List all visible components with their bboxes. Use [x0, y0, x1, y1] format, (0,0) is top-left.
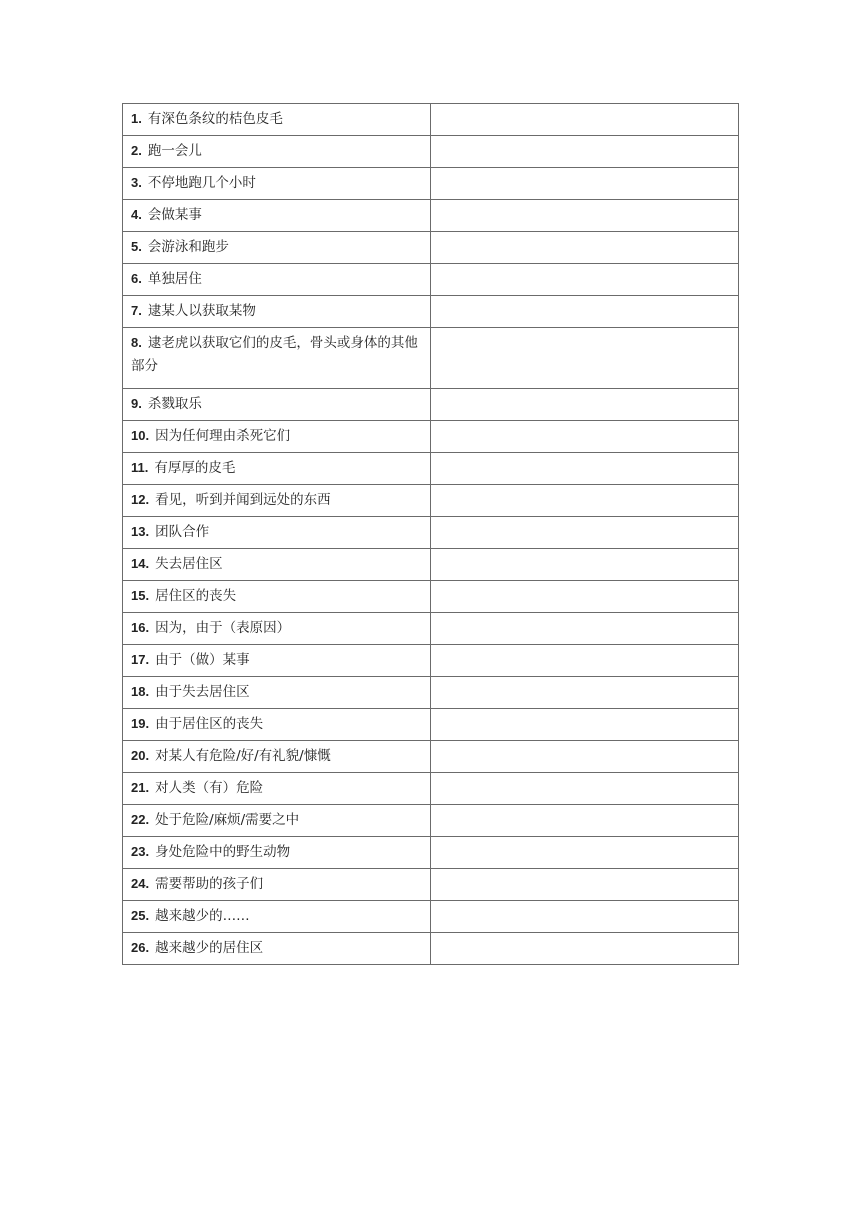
answer-cell[interactable] [431, 389, 739, 421]
vocabulary-table [122, 103, 739, 965]
prompt-cell [123, 773, 431, 805]
answer-cell[interactable] [431, 136, 739, 168]
table-row [123, 485, 739, 517]
item-number: 21. [131, 780, 150, 795]
prompt-cell [123, 200, 431, 232]
answer-cell[interactable] [431, 933, 739, 965]
prompt-cell [123, 421, 431, 453]
item-text: 看见，听到并闻到远处的东西 [155, 492, 331, 508]
item-text: 失去居住区 [155, 556, 223, 572]
item-number: 5. [131, 239, 142, 254]
prompt-cell [123, 517, 431, 549]
item-number: 20. [131, 748, 150, 763]
item-text: 居住区的丧失 [155, 588, 237, 604]
vocabulary-table-body [123, 104, 739, 965]
item-number: 23. [131, 844, 150, 859]
item-text: 跑一会儿 [147, 143, 202, 159]
answer-cell[interactable] [431, 485, 739, 517]
table-row [123, 389, 739, 421]
item-text: 需要帮助的孩子们 [155, 876, 264, 892]
item-text: 由于失去居住区 [155, 684, 250, 700]
item-text: 逮老虎以获取它们的皮毛，骨头或身体的其他部分 [131, 335, 418, 374]
item-text: 由于居住区的丧失 [155, 716, 264, 732]
prompt-cell [123, 741, 431, 773]
item-number: 10. [131, 428, 150, 443]
item-text: 由于（做）某事 [155, 652, 250, 668]
item-text: 越来越少的居住区 [155, 940, 264, 956]
answer-cell[interactable] [431, 104, 739, 136]
prompt-cell [123, 837, 431, 869]
prompt-cell [123, 104, 431, 136]
item-number: 16. [131, 620, 150, 635]
answer-cell[interactable] [431, 328, 739, 389]
prompt-cell [123, 296, 431, 328]
item-number: 13. [131, 524, 150, 539]
prompt-cell [123, 613, 431, 645]
prompt-cell [123, 549, 431, 581]
answer-cell[interactable] [431, 200, 739, 232]
table-row [123, 232, 739, 264]
answer-cell[interactable] [431, 741, 739, 773]
table-row [123, 264, 739, 296]
table-row [123, 837, 739, 869]
answer-cell[interactable] [431, 677, 739, 709]
item-number: 7. [131, 303, 142, 318]
table-row [123, 296, 739, 328]
item-number: 9. [131, 396, 142, 411]
table-row [123, 549, 739, 581]
item-number: 26. [131, 940, 150, 955]
item-number: 17. [131, 652, 150, 667]
answer-cell[interactable] [431, 453, 739, 485]
table-row [123, 200, 739, 232]
item-text: 对某人有危险/好/有礼貌/慷慨 [155, 748, 331, 764]
answer-cell[interactable] [431, 581, 739, 613]
item-text: 团队合作 [155, 524, 210, 540]
table-row [123, 677, 739, 709]
item-number: 15. [131, 588, 150, 603]
table-row [123, 869, 739, 901]
answer-cell[interactable] [431, 264, 739, 296]
item-number: 8. [131, 335, 142, 350]
answer-cell[interactable] [431, 645, 739, 677]
prompt-cell [123, 485, 431, 517]
item-text: 越来越少的…… [155, 908, 250, 924]
answer-cell[interactable] [431, 421, 739, 453]
item-number: 12. [131, 492, 150, 507]
prompt-cell [123, 645, 431, 677]
item-number: 18. [131, 684, 150, 699]
answer-cell[interactable] [431, 613, 739, 645]
item-number: 4. [131, 207, 142, 222]
table-row [123, 805, 739, 837]
table-row [123, 741, 739, 773]
item-number: 22. [131, 812, 150, 827]
prompt-cell [123, 264, 431, 296]
table-row [123, 581, 739, 613]
item-text: 有深色条纹的桔色皮毛 [147, 111, 283, 127]
prompt-cell [123, 933, 431, 965]
prompt-cell [123, 581, 431, 613]
prompt-cell [123, 136, 431, 168]
item-text: 不停地跑几个小时 [147, 175, 256, 191]
answer-cell[interactable] [431, 869, 739, 901]
prompt-cell [123, 453, 431, 485]
item-number: 11. [131, 460, 149, 475]
item-number: 6. [131, 271, 142, 286]
item-text: 杀戮取乐 [147, 396, 202, 412]
item-number: 14. [131, 556, 150, 571]
table-row [123, 709, 739, 741]
item-text: 身处危险中的野生动物 [155, 844, 291, 860]
item-number: 19. [131, 716, 150, 731]
item-text: 因为，由于（表原因） [155, 620, 291, 636]
item-text: 逮某人以获取某物 [147, 303, 256, 319]
table-row [123, 933, 739, 965]
item-text: 会游泳和跑步 [147, 239, 229, 255]
item-number: 25. [131, 908, 150, 923]
prompt-cell [123, 328, 431, 389]
item-text: 有厚厚的皮毛 [154, 460, 236, 476]
table-row [123, 104, 739, 136]
answer-cell[interactable] [431, 901, 739, 933]
table-row [123, 773, 739, 805]
answer-cell[interactable] [431, 517, 739, 549]
table-row [123, 901, 739, 933]
answer-cell[interactable] [431, 837, 739, 869]
answer-cell[interactable] [431, 709, 739, 741]
table-row [123, 136, 739, 168]
table-row [123, 328, 739, 389]
prompt-cell [123, 168, 431, 200]
prompt-cell [123, 677, 431, 709]
item-number: 24. [131, 876, 150, 891]
answer-cell[interactable] [431, 773, 739, 805]
item-number: 3. [131, 175, 142, 190]
item-text: 因为任何理由杀死它们 [155, 428, 291, 444]
prompt-cell [123, 232, 431, 264]
table-row [123, 613, 739, 645]
answer-cell[interactable] [431, 549, 739, 581]
prompt-cell [123, 869, 431, 901]
item-text: 对人类（有）危险 [155, 780, 264, 796]
answer-cell[interactable] [431, 296, 739, 328]
table-row [123, 453, 739, 485]
prompt-cell [123, 805, 431, 837]
prompt-cell [123, 901, 431, 933]
answer-cell[interactable] [431, 168, 739, 200]
item-text: 单独居住 [147, 271, 202, 287]
item-text: 处于危险/麻烦/需要之中 [155, 812, 300, 828]
prompt-cell [123, 389, 431, 421]
item-number: 1. [131, 111, 142, 126]
table-row [123, 168, 739, 200]
table-row [123, 421, 739, 453]
prompt-cell [123, 709, 431, 741]
table-row [123, 645, 739, 677]
answer-cell[interactable] [431, 805, 739, 837]
item-text: 会做某事 [147, 207, 202, 223]
item-number: 2. [131, 143, 142, 158]
table-row [123, 517, 739, 549]
answer-cell[interactable] [431, 232, 739, 264]
